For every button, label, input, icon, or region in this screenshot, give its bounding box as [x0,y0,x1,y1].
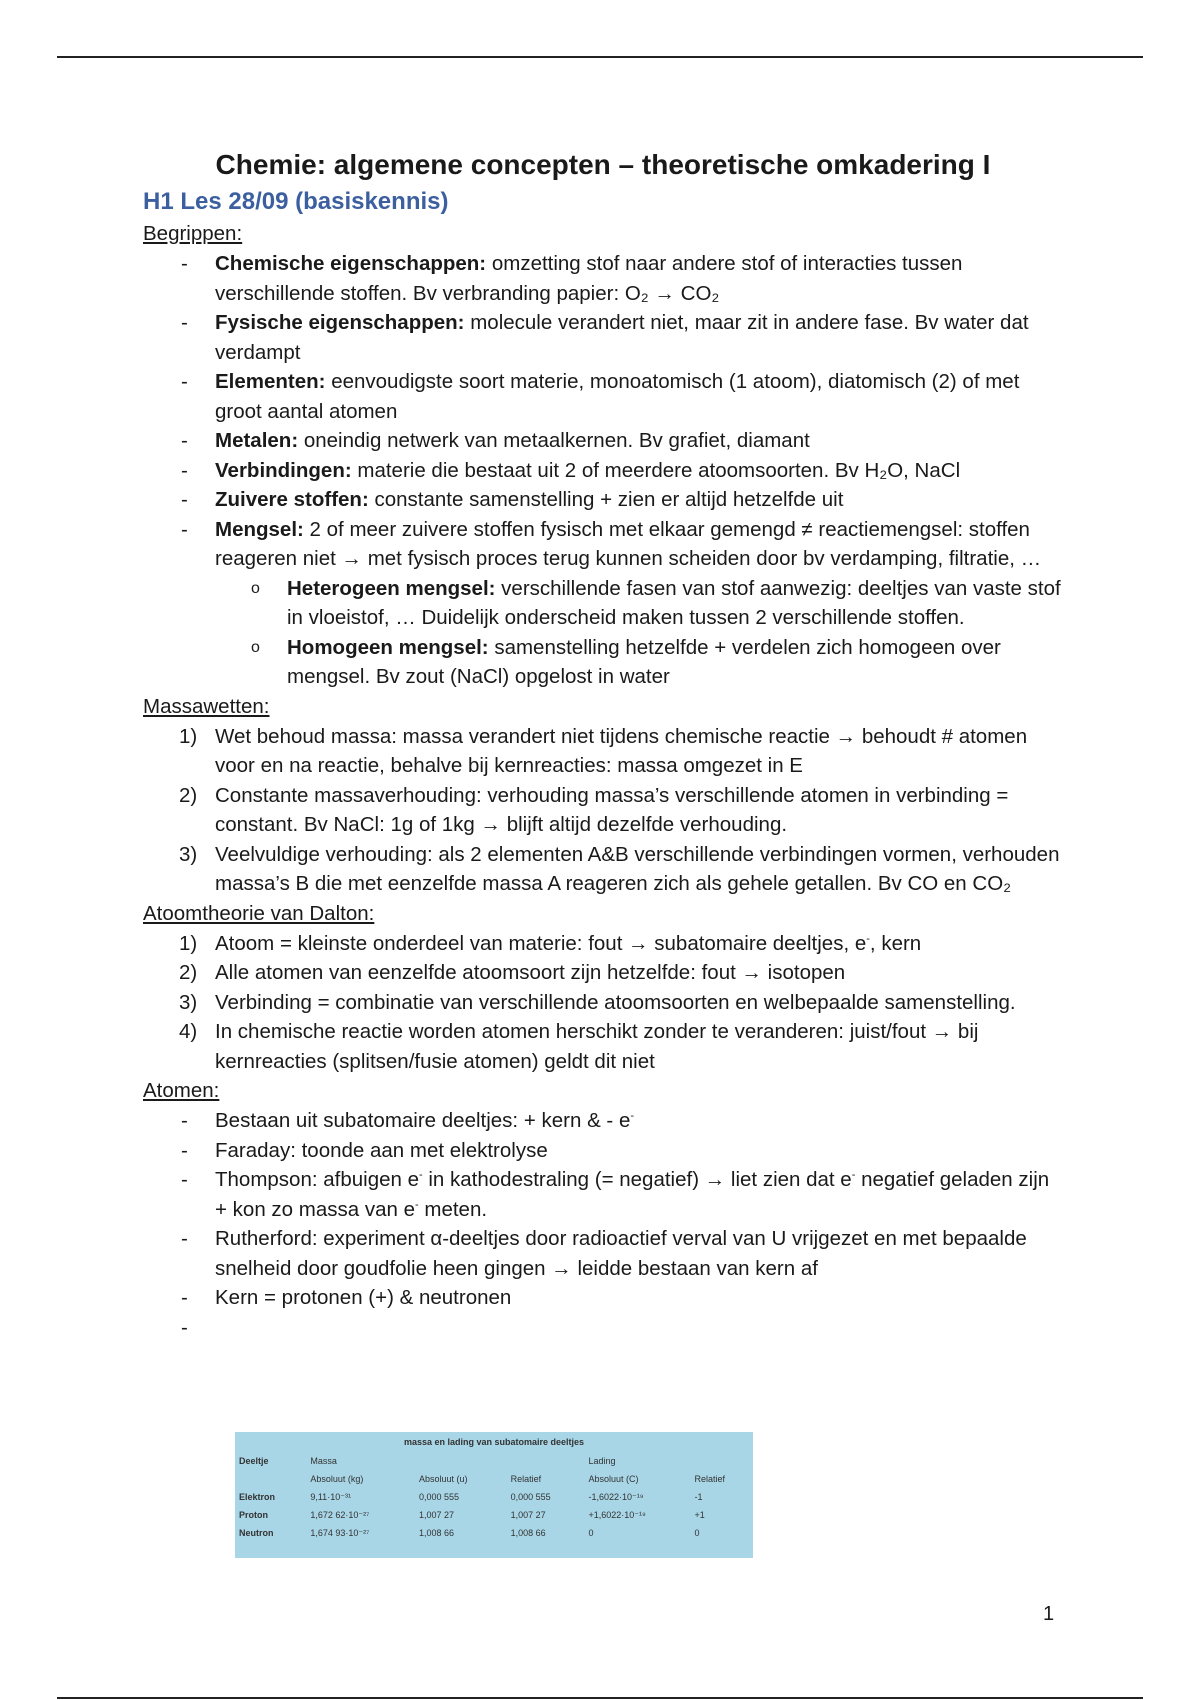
begrippen-list [143,249,1063,574]
page-number: 1 [1043,1603,1055,1625]
page-title: Chemie: algemene concepten – theoretische omkadering I [215,149,991,180]
section-heading: H1 Les 28/09 (basiskennis) [143,188,449,215]
list-item: o Heterogeen mengsel: verschillende fasen van stof aanwezig: deeltjes van vaste stof in vloeistof, … Duidelijk onderscheid maken tussen 2 verschillende stoffen. [251,576,1061,629]
list-item: - Mengsel: 2 of meer zuivere stoffen fysisch met elkaar gemengd ≠ reactiemengsel: stoffen reageren niet → met fysisch proces terug kunnen scheiden door bv verdamping, filtratie, … [181,517,1042,570]
atomen-label: Atomen: [143,1079,220,1102]
list-item: 4) In chemische reactie worden atomen herschikt zonder te veranderen: juist/fout → bij kernreacties (splitsen/fusie atomen) geldt dit niet [179,1020,979,1073]
list-item: - Chemische eigenschappen: omzetting stof naar andere stof of interacties tussen verschillende stoffen. Bv verbranding papier: O₂ → CO₂ [181,252,963,305]
table-header-lading: Lading [588,1456,616,1466]
list-item: - Elementen: eenvoudigste soort materie, monoatomisch (1 atoom), diatomisch (2) of met groot aantal atomen [181,370,1020,423]
table-subheader: Absoluut (kg) [310,1474,364,1484]
list-item: - Verbindingen: materie die bestaat uit 2 of meerdere atoomsoorten. Bv H₂O, NaCl [181,458,961,482]
table-subheader: Absoluut (u) [419,1474,468,1484]
list-item: - Thompson: afbuigen e- in kathodestraling (= negatief) → liet zien dat e- negatief geladen zijn + kon zo massa van e- meten. [181,1168,1050,1221]
table-row: Neutron 1,674 93·10⁻²⁷ 1,008 66 1,008 66 0 0 [239,1528,700,1538]
atomen-list: - Bestaan uit subatomaire deeltjes: + kern & - e- - Faraday: toonde aan met elektrolyse - Thompson: afbuigen e- in kathodestraling (= negatief) → liet zien dat e- negatief geladen zijn + kon zo massa van e- meten. - Rutherford: experiment α-deeltjes door radioactief verval van U vrijgezet en met bepaalde snelheid door goudfolie heen gingen → leidde bestaan van kern af - Kern = protonen (+) & neutronen - [143,1106,1063,1313]
massawetten-list [143,722,1063,899]
list-item: - Rutherford: experiment α-deeltjes door radioactief verval van U vrijgezet en met bepaalde snelheid door goudfolie heen gingen → leidde bestaan van kern af [181,1227,1027,1280]
list-item: 3) Veelvuldige verhouding: als 2 elementen A&B verschillende verbindingen vormen, verhouden massa’s B die met eenzelfde massa A reageren zich als gehele getallen. Bv CO en CO₂ [179,842,1060,895]
table-row: Elektron 9,11·10⁻³¹ 0,000 555 0,000 555 -1,6022·10⁻¹⁹ -1 [239,1492,703,1502]
list-item: - Kern = protonen (+) & neutronen [181,1286,512,1309]
table-subheader: Relatief [694,1474,726,1484]
table-row: Proton 1,672 62·10⁻²⁷ 1,007 27 1,007 27 +1,6022·10⁻¹⁹ +1 [239,1510,705,1520]
dalton-label: Atoomtheorie van Dalton: [143,901,375,925]
begrippen-label: Begrippen: [143,222,243,245]
table-header-deeltje: Deeltje [239,1456,269,1466]
list-item: - Fysische eigenschappen: molecule verandert niet, maar zit in andere fase. Bv water dat verdampt [181,311,1029,364]
list-item: - Zuivere stoffen: constante samenstelling + zien er altijd hetzelfde uit [181,488,844,511]
dalton-list [143,929,1063,1077]
massawetten-label: Massawetten: [143,694,270,718]
table-subheader: Absoluut (C) [588,1474,639,1484]
list-item: o Homogeen mengsel: samenstelling hetzelfde + verdelen zich homogeen over mengsel. Bv zout (NaCl) opgelost in water [251,635,1001,688]
table-caption: massa en lading van subatomaire deeltjes [403,1437,585,1447]
table-header-massa: Massa [310,1456,337,1466]
list-item: - Metalen: oneindig netwerk van metaalkernen. Bv grafiet, diamant [181,429,810,452]
list-item: 1) Atoom = kleinste onderdeel van materie: fout → subatomaire deeltjes, e-, kern [179,931,922,955]
list-item: 3) Verbinding = combinatie van verschillende atoomsoorten en welbepaalde samenstelling. [179,990,1016,1014]
list-item: - Faraday: toonde aan met elektrolyse [181,1138,548,1162]
mengsel-sublist [143,574,1063,692]
table-subheader: Relatief [510,1474,542,1484]
subatomic-table [235,1432,753,1558]
list-item: - Bestaan uit subatomaire deeltjes: + kern & - e- [181,1109,635,1132]
top-rule [57,56,1143,58]
bottom-rule [57,1697,1143,1699]
list-item: 2) Alle atomen van eenzelfde atoomsoort zijn hetzelfde: fout → isotopen [179,961,846,984]
list-item: 1) Wet behoud massa: massa verandert niet tijdens chemische reactie → behoudt # atomen voor en na reactie, behalve bij kernreacties: massa omgezet in E [179,724,1028,777]
list-item: 2) Constante massaverhouding: verhouding massa’s verschillende atomen in verbinding = constant. Bv NaCl: 1g of 1kg → blijft altijd dezelfde verhouding. [179,783,1009,836]
page-body [143,145,1063,1339]
subatomic-table-grid [235,1432,753,1542]
